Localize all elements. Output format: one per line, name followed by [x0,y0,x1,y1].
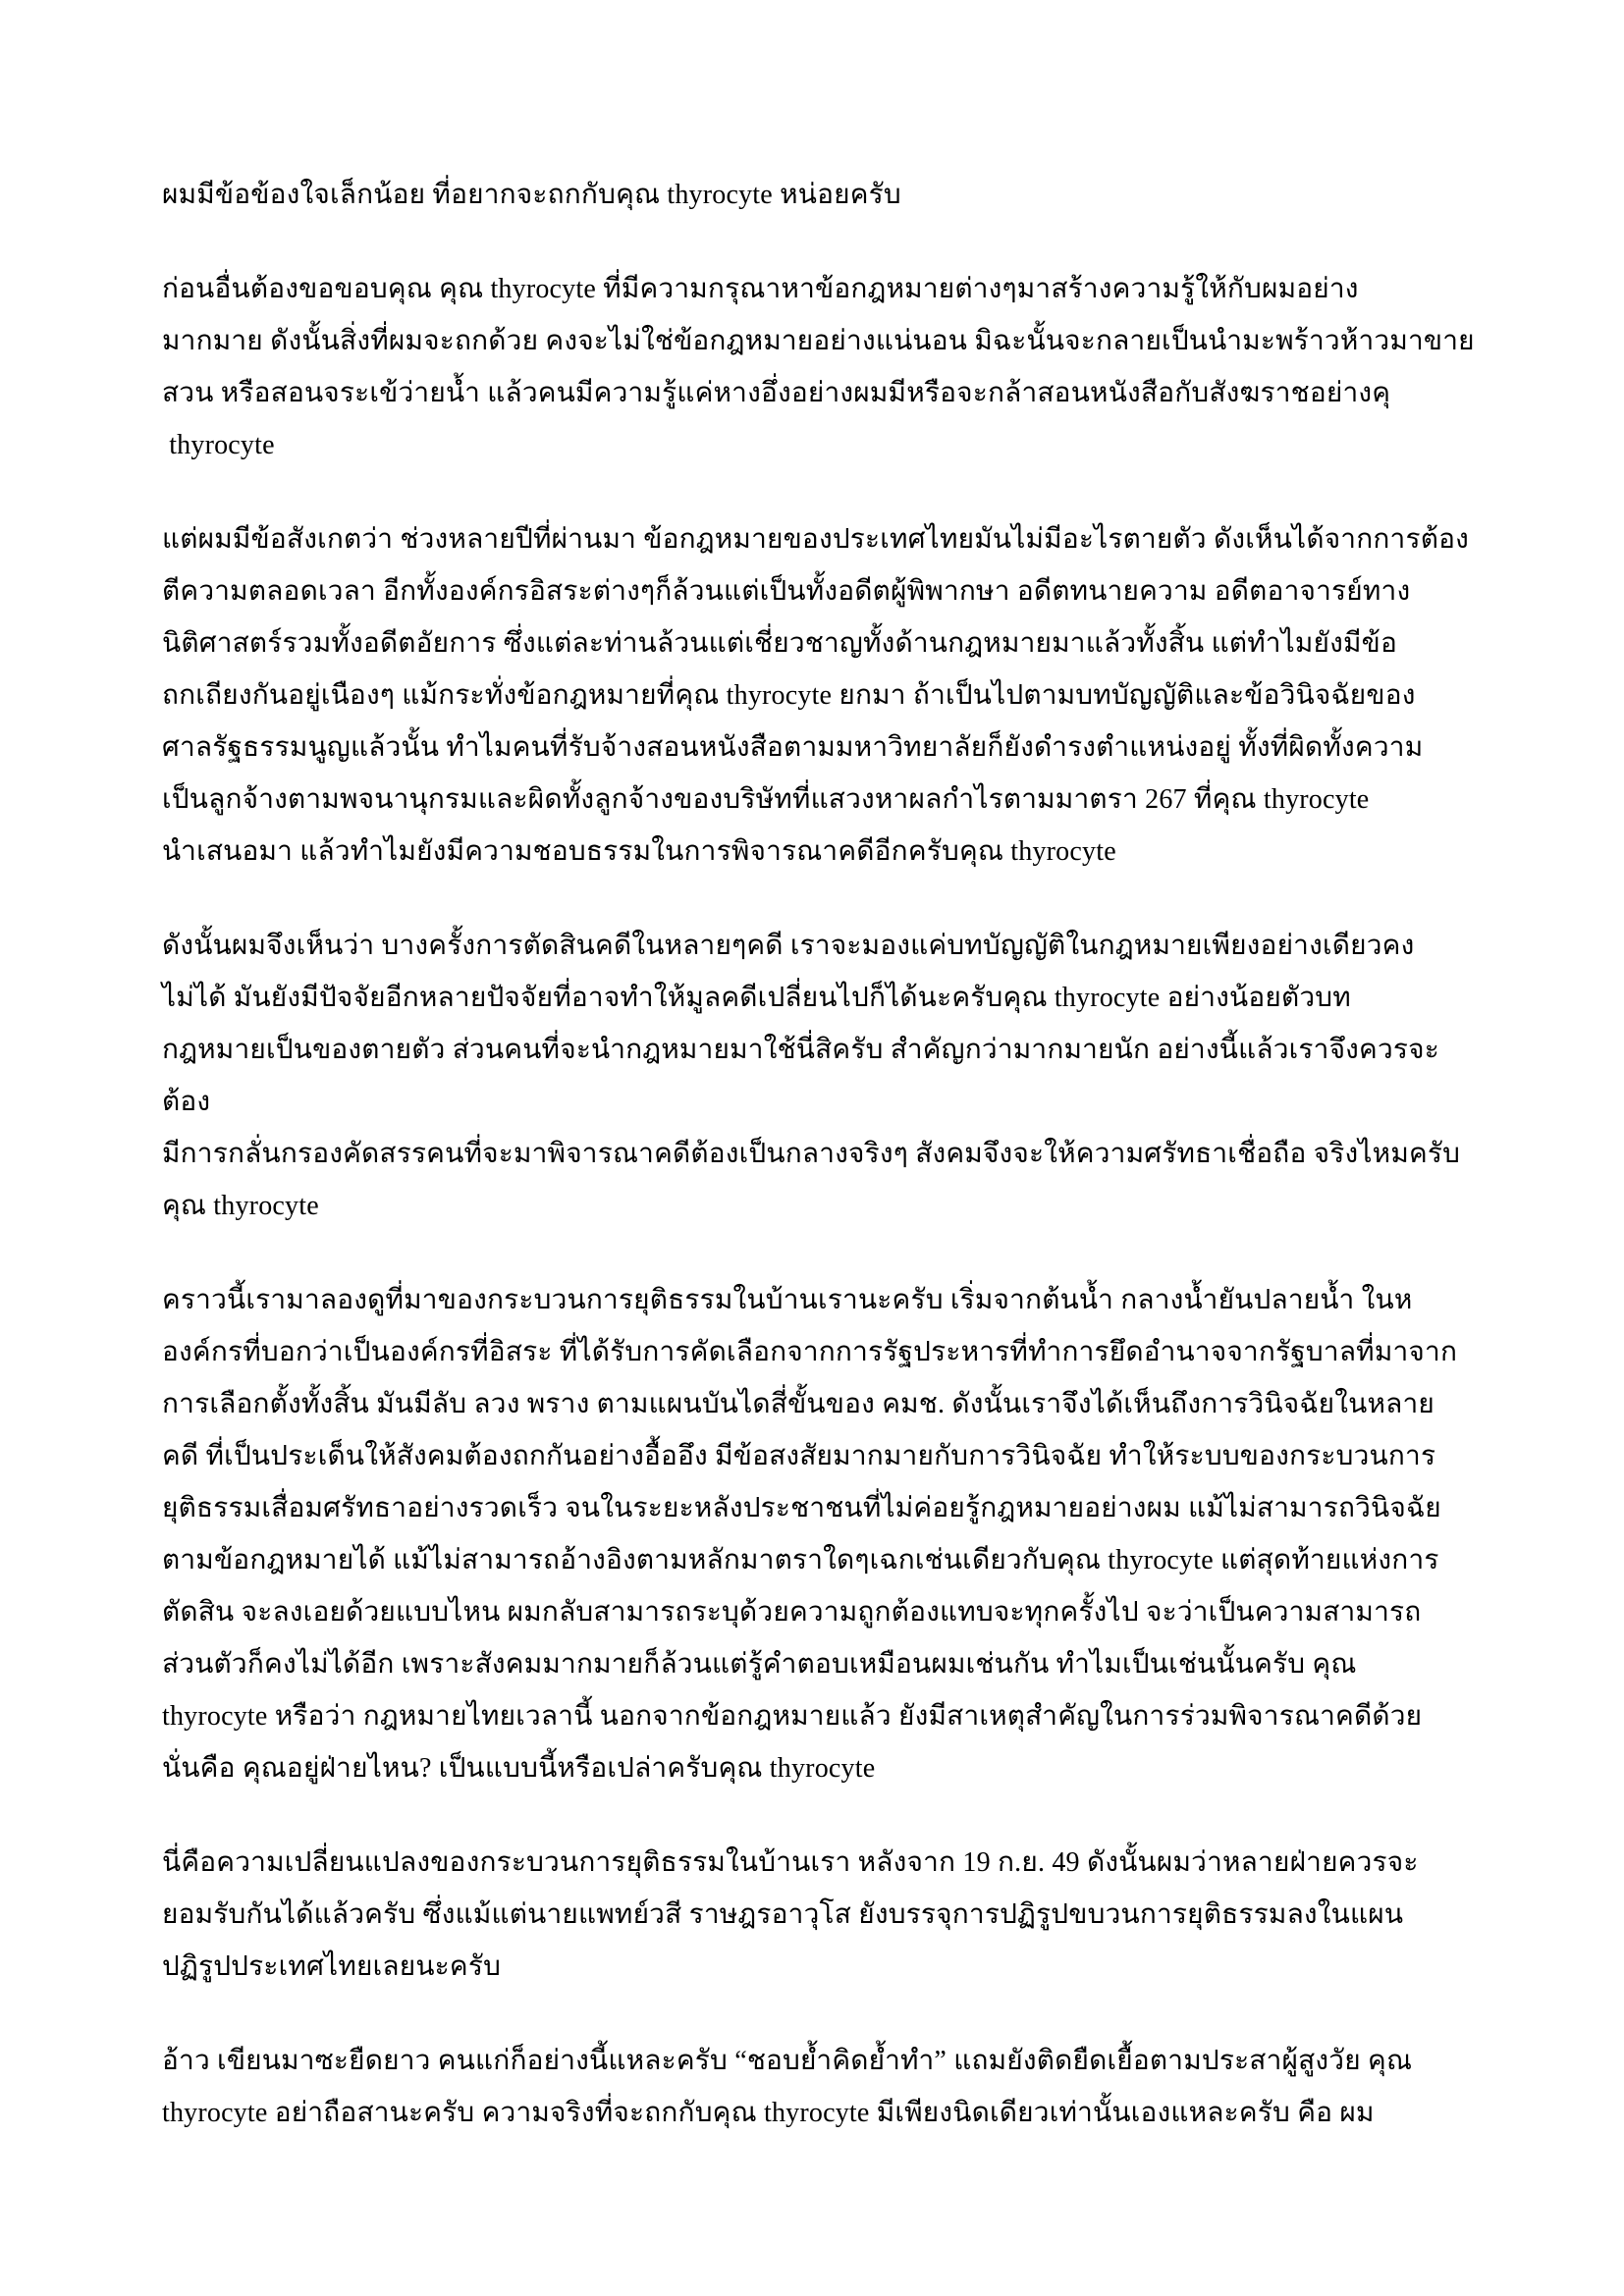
paragraph-4 [162,920,1483,1232]
text-line: ศาลรัฐธรรมนูญแล้วนั้น ทำไมคนที่รับจ้างสอนหนังสือตามมหาวิทยาลัยก็ยังดำรงตำแหน่งอยู่ ทั้งที่ผิดทั้งความ [162,732,1424,763]
text-line: คุณ thyrocyte [162,1191,319,1221]
text-line: มีการกลั่นกรองคัดสรรคนที่จะมาพิจารณาคดีต้องเป็นกลางจริงๆ สังคมจึงจะให้ความศรัทธาเชื่อถือ จริงไหมครับ [162,1139,1461,1169]
text-line: เป็นลูกจ้างตามพจนานุกรมและผิดทั้งลูกจ้างของบริษัทที่แสวงหาผลกำไรตามมาตรา 267 ที่คุณ thyrocyte [162,784,1370,815]
paragraph-7 [162,2035,1483,2139]
document-body [162,169,1483,2181]
text-line: ส่วนตัวก็คงไม่ได้อีก เพราะสังคมมากมายก็ล้วนแต่รู้คำตอบเหมือนผมเช่นกัน ทำไมเป็นเช่นนั้นครับ คุณ [162,1649,1357,1680]
text-line: กฎหมายเป็นของตายตัว ส่วนคนที่จะนำกฎหมายมาใช้นี่สิครับ สำคัญกว่ามากมายนัก อย่างนี้แล้วเราจึงควรจะต้อง [162,1035,1439,1117]
paragraph-5 [162,1274,1483,1794]
text-line: thyrocyte อย่าถือสานะครับ ความจริงที่จะถกกับคุณ thyrocyte มีเพียงนิดเดียวเท่านั้นเองแหละครับ คือ ผม [162,2098,1375,2128]
text-line: คดี ที่เป็นประเด็นให้สังคมต้องถกกันอย่างอื้ออึง มีข้อสงสัยมากมายกับการวินิจฉัย ทำให้ระบบของกระบวนการ [162,1441,1436,1471]
text-line: ผมมีข้อข้องใจเล็กน้อย ที่อยากจะถกกับคุณ thyrocyte หน่อยครับ [162,180,901,210]
text-line: ดังนั้นผมจึงเห็นว่า บางครั้งการตัดสินคดีในหลายๆคดี เราจะมองแค่บทบัญญัติในกฎหมายเพียงอย่างเดียวคง [162,931,1415,961]
paragraph-3 [162,513,1483,878]
text-line: ยุติธรรมเสื่อมศรัทธาอย่างรวดเร็ว จนในระยะหลังประชาชนที่ไม่ค่อยรู้กฎหมายอย่างผม แม้ไม่สามารถวินิจฉัย [162,1493,1441,1523]
text-line: ตีความตลอดเวลา อีกทั้งองค์กรอิสระต่างๆก็ล้วนแต่เป็นทั้งอดีตผู้พิพากษา อดีตทนายความ อดีตอาจารย์ทาง [162,576,1411,607]
text-line: ถกเถียงกันอยู่เนืองๆ แม้กระทั่งข้อกฎหมายที่คุณ thyrocyte ยกมา ถ้าเป็นไปตามบทบัญญัติและข้อวินิจฉัยของ [162,680,1416,711]
paragraph-1 [162,169,1483,221]
text-line: สวน หรือสอนจระเข้ว่ายน้ำ แล้วคนมีความรู้แค่หางอึ่งอย่างผมมีหรือจะกล้าสอนหนังสือกับสังฆราชอย่างคุ [162,378,1391,408]
text-line: นิติศาสตร์รวมทั้งอดีตอัยการ ซึ่งแต่ละท่านล้วนแต่เชี่ยวชาญทั้งด้านกฎหมายมาแล้วทั้งสิ้น แต่ทำไมยังมีข้อ [162,628,1398,659]
text-line: ตามข้อกฎหมายได้ แม้ไม่สามารถอ้างอิงตามหลักมาตราใดๆเฉกเช่นเดียวกับคุณ thyrocyte แต่สุดท้ายแห่งการ [162,1545,1439,1575]
text-line: องค์กรที่บอกว่าเป็นองค์กรที่อิสระ ที่ได้รับการคัดเลือกจากการรัฐประหารที่ทำการยึดอำนาจจากรัฐบาลที่มาจาก [162,1337,1458,1367]
text-line: ตัดสิน จะลงเอยด้วยแบบไหน ผมกลับสามารถระบุด้วยความถูกต้องแทบจะทุกครั้งไป จะว่าเป็นความสามารถ [162,1597,1422,1628]
paragraph-2 [162,263,1483,471]
text-line: ก่อนอื่นต้องขอขอบคุณ คุณ thyrocyte ที่มีความกรุณาหาข้อกฎหมายต่างๆมาสร้างความรู้ให้กับผมอย่าง [162,274,1359,304]
text-line: การเลือกตั้งทั้งสิ้น มันมีลับ ลวง พราง ตามแผนบันไดสี่ขั้นของ คมช. ดังนั้นเราจึงได้เห็นถึงการวินิจฉัยในหลาย [162,1389,1435,1419]
text-line: นี่คือความเปลี่ยนแปลงของกระบวนการยุติธรรมในบ้านเรา หลังจาก 19 ก.ย. 49 ดังนั้นผมว่าหลายฝ่ายควรจะ [162,1847,1419,1878]
text-line: ปฏิรูปประเทศไทยเลยนะครับ [162,1951,502,1982]
text-line: thyrocyte [162,430,275,460]
text-line: นำเสนอมา แล้วทำไมยังมีความชอบธรรมในการพิจารณาคดีอีกครับคุณ thyrocyte [162,836,1116,867]
text-line: คราวนี้เรามาลองดูที่มาของกระบวนการยุติธรรมในบ้านเรานะครับ เริ่มจากต้นน้ำ กลางน้ำยันปลายน้ำ ในห [162,1285,1413,1315]
text-line: thyrocyte หรือว่า กฎหมายไทยเวลานี้ นอกจากข้อกฎหมายแล้ว ยังมีสาเหตุสำคัญในการร่วมพิจารณาคดีด้วย [162,1701,1423,1732]
paragraph-6 [162,1837,1483,1993]
text-line: ไม่ได้ มันยังมีปัจจัยอีกหลายปัจจัยที่อาจทำให้มูลคดีเปลี่ยนไปก็ได้นะครับคุณ thyrocyte อย่างน้อยตัวบท [162,983,1351,1013]
text-line: ยอมรับกันได้แล้วครับ ซึ่งแม้แต่นายแพทย์วสี ราษฎรอาวุโส ยังบรรจุการปฏิรูปขบวนการยุติธรรมลงในแผน [162,1899,1404,1930]
text-line: นั่นคือ คุณอยู่ฝ่ายไหน? เป็นแบบนี้หรือเปล่าครับคุณ thyrocyte [162,1753,876,1784]
text-line: แต่ผมมีข้อสังเกตว่า ช่วงหลายปีที่ผ่านมา ข้อกฎหมายของประเทศไทยมันไม่มีอะไรตายตัว ดังเห็นได้จากการต้อง [162,524,1469,555]
text-line: อ้าว เขียนมาซะยืดยาว คนแก่ก็อย่างนี้แหละครับ “ชอบย้ำคิดย้ำทำ” แถมยังติดยืดเยื้อตามประสาผู้สูงวัย คุณ [162,2046,1413,2076]
text-line: มากมาย ดังนั้นสิ่งที่ผมจะถกด้วย คงจะไม่ใช่ข้อกฎหมายอย่างแน่นอน มิฉะนั้นจะกลายเป็นนำมะพร้าวห้าวมาขาย [162,326,1475,356]
